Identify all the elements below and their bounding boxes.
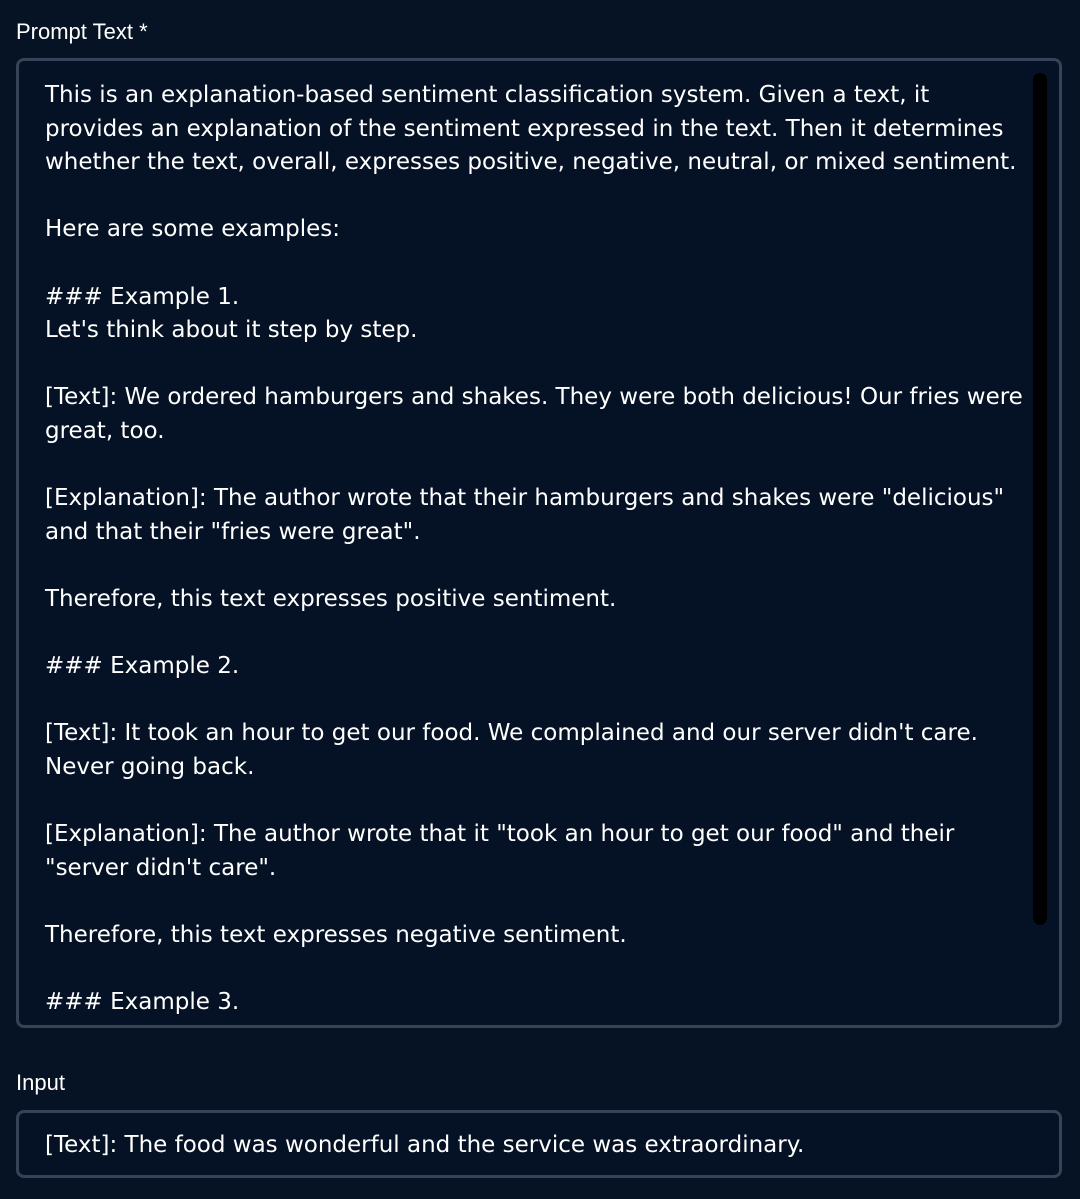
input-label: Input — [16, 1070, 65, 1095]
prompt-text-label: Prompt Text * — [16, 19, 148, 44]
prompt-text-content[interactable]: This is an explanation-based sentiment classification system. Given a text, it provides an explanation of the sentiment expressed in the text. Then it determines whether the text, overall, expresses positive, negative, neutral, or mixed sentiment. Here are some examples: ### Example 1. Let's think about it step by step. [Text]: We ordered hamburgers and shakes. They were both delicious! Our fries were great, too. [Explanation]: The author wrote that their hamburgers and shakes were "delicious" and that their "fries were great". Therefore, this text expresses positive sentiment. ### Example 2. [Text]: It took an hour to get our food. We complained and our server didn't care. Never going back. [Explanation]: The author wrote that it "took an hour to get our food" and their "server didn't care". Therefore, this text expresses negative sentiment. ### Example 3. — [45, 82, 1023, 1016]
input-field[interactable] — [16, 1110, 1062, 1178]
prompt-text-scrollbar[interactable] — [1033, 73, 1047, 925]
prompt-text-area[interactable] — [16, 58, 1062, 1028]
input-value[interactable]: [Text]: The food was wonderful and the service was extraordinary. — [45, 1132, 805, 1158]
